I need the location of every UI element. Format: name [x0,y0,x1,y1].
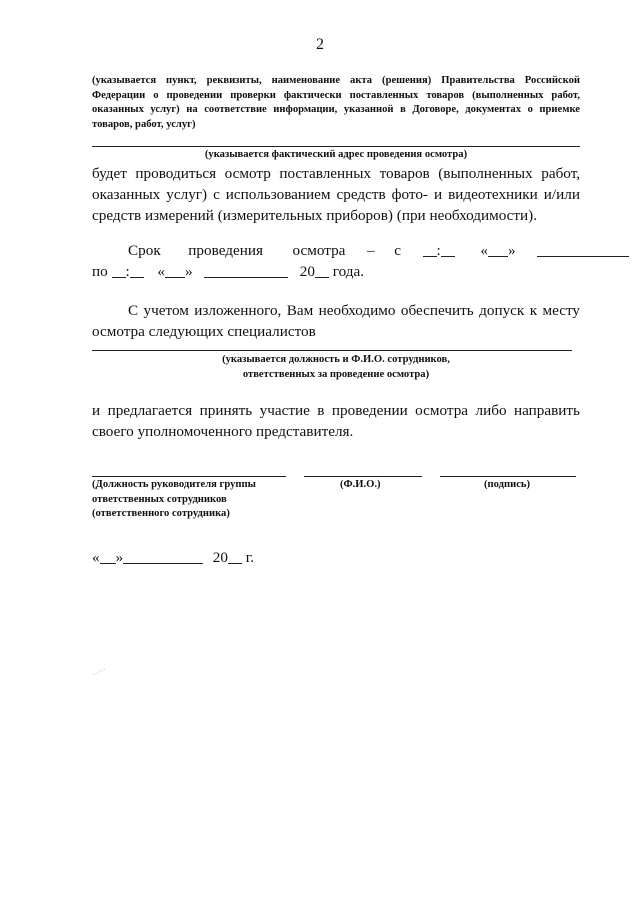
staff-note-line1: (указывается должность и Ф.И.О. сотрудников, [222,354,450,365]
to-year-prefix: 20 [299,263,315,280]
from-minute-field[interactable] [441,242,455,257]
date-year-prefix: 20 [212,549,228,566]
position-caption-line3: (ответственного сотрудника) [92,508,230,519]
to-day-field[interactable] [165,263,185,278]
position-signature-line [92,476,286,477]
to-minute-field[interactable] [130,263,144,278]
term-word-inspection: осмотра [292,242,346,259]
from-hour-field[interactable] [423,242,437,257]
staff-note [92,353,580,382]
staff-note-line2: ответственных за проведение осмотра) [242,368,430,380]
scan-speck-mark [92,668,106,676]
from-time-colon: : [436,242,441,259]
term-dash: – [367,242,375,259]
date-year-suffix: г. [245,549,255,566]
to-quote-open: « [157,263,165,280]
access-paragraph: С учетом изложенного, Вам необходимо обеспечить допуск к месту осмотра следующих специалистов [92,302,580,340]
to-month-field[interactable] [204,263,288,278]
to-quote-close: » [184,263,193,280]
date-quote-open: « [92,549,100,566]
position-caption [92,478,292,522]
page-number: 2 [316,36,324,53]
term-row-to [92,263,364,281]
sign-caption: (подпись) [484,479,531,490]
address-field-line [92,146,580,147]
sign-signature-line [440,476,576,477]
date-month-field[interactable] [123,549,203,564]
date-day-field[interactable] [100,549,116,564]
inspection-paragraph: будет проводиться осмотр поставленных товаров (выполненных работ, оказанных услуг) с использованием средств фото- и видеотехники и/или средств измерений (измерительных приборов) (при необходимости). [92,165,580,224]
to-year-suffix: года. [332,263,364,280]
date-quote-close: » [115,549,124,566]
participation-paragraph: и предлагается принять участие в проведении осмотра либо направить своего уполномоченного представителя. [92,402,580,440]
fio-signature-line [304,476,422,477]
to-time-colon: : [125,263,130,280]
term-label: Срок [128,242,161,259]
from-quote-open: « [480,242,488,259]
fio-caption: (Ф.И.О.) [340,479,381,490]
position-caption-line2: ответственных сотрудников [92,493,227,505]
from-quote-close: » [507,242,516,259]
act-reference-note: (указывается пункт, реквизиты, наименование акта (решения) Правительства Российской Федерации о проведении проверки фактически поставленных товаров (выполненных работ, оказанных услуг) на соответствие информации, указанной в Договоре, документах о приемке товаров, работ, услуг) [92,75,580,130]
from-day-field[interactable] [488,242,508,257]
to-hour-field[interactable] [112,263,126,278]
term-to: по [92,263,108,280]
address-note: (указывается фактический адрес проведения осмотра) [204,149,468,160]
position-caption-line1: (Должность руководителя группы [92,479,256,490]
term-row-from [128,242,580,260]
term-word-conduct: проведения [188,242,263,259]
staff-field-line [92,350,572,351]
date-year-field[interactable] [228,549,242,564]
date-line [92,549,254,567]
from-month-field[interactable] [537,242,629,257]
to-year-field[interactable] [315,263,329,278]
term-from: с [394,242,401,259]
